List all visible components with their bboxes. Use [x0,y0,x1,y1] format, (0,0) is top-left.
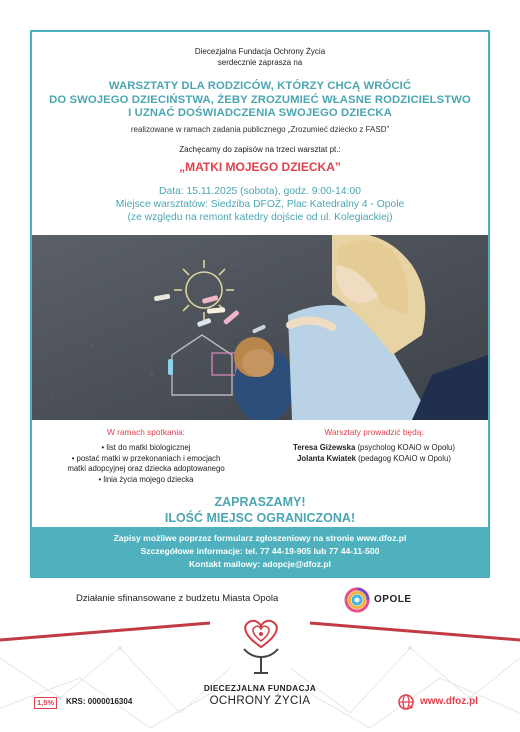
opole-logo[interactable] [344,587,424,613]
foundation-name-line-2: OCHRONY ŻYCIA [209,695,311,707]
workshop-title: „MATKI MOJEGO DZIECKA” [179,160,341,174]
leader-row [260,454,488,465]
access-note: (ze względu na remont katedry dojście od ul. Kolegiackiej) [127,212,393,223]
program-column [32,427,260,485]
workshop-details [32,185,488,224]
organizer-intro [32,46,488,68]
funding-note: Działanie sfinansowane z budżetu Miasta Opola [76,593,279,604]
leaders-heading: Warsztaty prowadzić będą: [324,427,424,437]
cta-invite: ZAPRASZAMY! [214,495,306,509]
photo-illustration [32,235,488,420]
organizer-name: Diecezjalna Fundacja Ochrony Życia [194,47,326,56]
website-url[interactable]: www.dfoz.pl [420,696,478,707]
one-five-percent-badge: 1,5% [34,697,57,709]
poster-frame [30,30,490,578]
program-item: • list do matki biologicznej [101,443,191,452]
contact-band [32,527,488,576]
headline-line-3: I UZNAĆ DOŚWIADCZENIA SWOJEGO DZIECKA [128,107,392,119]
opole-rainbow-icon [344,587,370,613]
leader-role: (psycholog KOAiO w Opolu) [355,443,455,452]
program-item: • postać matki w przekonaniach i emocjach [71,453,221,463]
cta-limited-seats: ILOŚĆ MIEJSC OGRANICZONA! [164,511,356,525]
program-heading: W ramach spotkania: [107,427,185,437]
heart-hands-logo[interactable] [236,617,286,675]
foundation-name-line-1: DIECEZJALNA FUNDACJA [203,684,317,693]
headline-line-1: WARSZTATY DLA RODZICÓW, KTÓRZY CHCĄ WRÓCIĆ [108,80,412,92]
headline-line-2: DO SWOJEGO DZIECIŃSTWA, ŻEBY ZROZUMIEĆ WŁASNE RODZICIELSTWO [49,93,471,106]
poster-content [32,32,488,576]
registration-info[interactable]: Zapisy możliwe poprzez formularz zgłoszeniowy na stronie www.dfoz.pl [113,533,407,543]
photo-mother-child-chalk [32,235,488,420]
program-item: matki adopcyjnej oraz dziecka adoptowanego [67,464,225,474]
opole-logo-text: OPOLE [374,594,412,605]
program-item: • linia życia mojego dziecka [98,474,194,484]
invite-line: serdecznie zaprasza na [217,58,303,67]
krs-number: KRS: 0000016304 [66,697,133,706]
date-line: Data: 15.11.2025 (sobota), godz. 9:00-14:00 [159,186,361,197]
globe-icon [398,694,414,710]
leader-role: (pedagog KOAiO w Opolu) [356,453,451,463]
leaders-column [260,427,488,464]
leader-row [260,443,488,454]
place-line: Miejsce warsztatów: Siedziba DFOŻ, Plac Katedralny 4 - Opole [115,199,405,210]
email-info[interactable]: Kontakt mailowy: adopcje@dfoz.pl [188,559,332,569]
subtitle: realizowane w ramach zadania publicznego „Zrozumieć dziecko z FASD” [130,125,390,134]
leader-name: Jolanta Kwiatek [297,453,356,463]
phone-info[interactable]: Szczegółowe informacje: tel. 77 44-19-905 lub 77 44-11-500 [140,546,380,556]
headline [32,80,488,121]
encourage-text: Zachęcamy do zapisów na trzeci warsztat pt.: [179,145,341,154]
leader-name: Teresa Giżewska [293,443,356,452]
